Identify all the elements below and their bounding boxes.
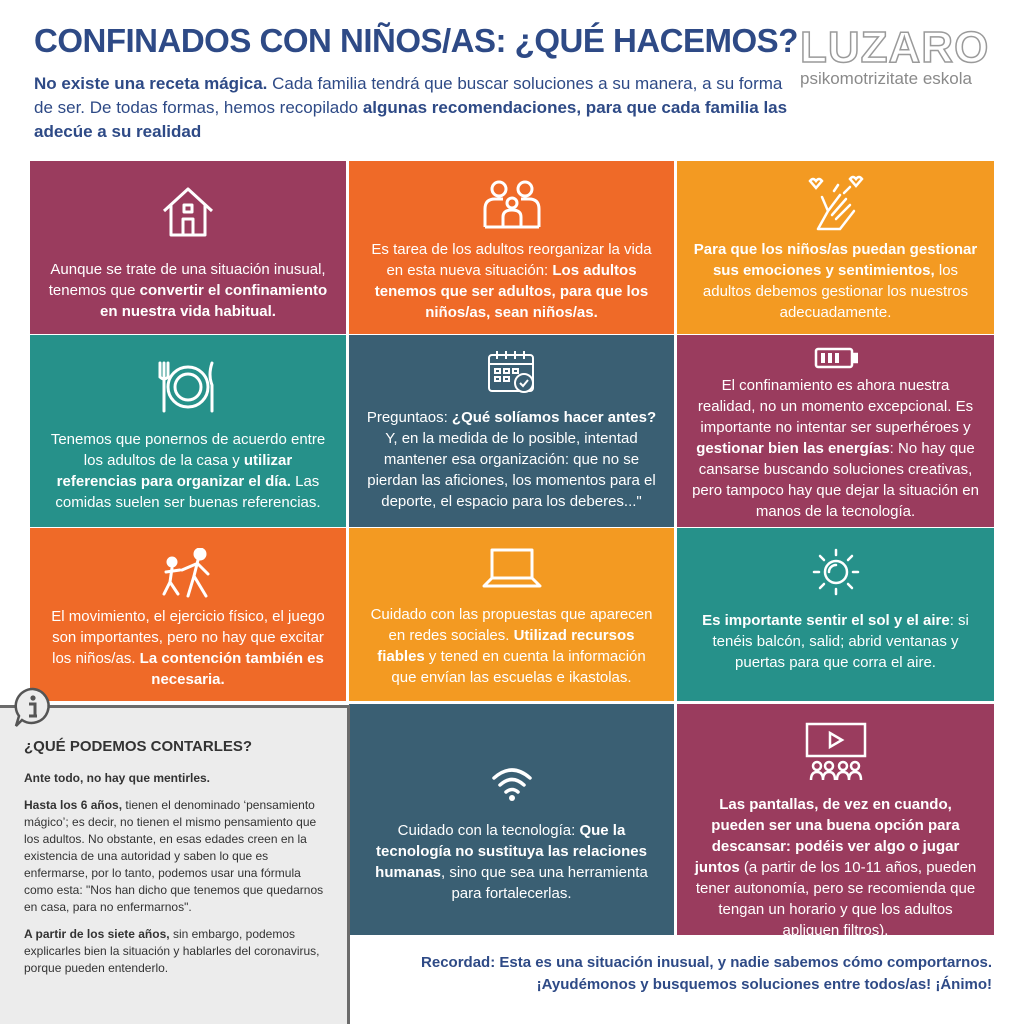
info-text (24, 770, 324, 987)
card-text-2: : No hay que cansarse buscando soluciones creativas, pero tampoco hay que dejar la situación en manos de la tecnología. (692, 440, 979, 520)
card-daily-references (30, 335, 346, 527)
card-text: : si tenéis balcón, salid; abrid ventanas y puertas para que corra el aire. (712, 612, 969, 671)
intro-bold-2: algunas recomendaciones, para que cada familia las adecúe a su realidad (34, 98, 788, 141)
battery-icon (814, 347, 858, 369)
card-emotions (677, 161, 994, 334)
wifi-icon (490, 766, 534, 802)
card-social-networks (349, 528, 674, 701)
logo-name: LUZARO (800, 23, 990, 72)
card-text-bold: Utilizad recursos fiables (377, 627, 635, 665)
sun-icon (812, 548, 860, 596)
card-habitual-life (30, 161, 346, 334)
intro-text-1: Cada familia tendrá que buscar soluciones a su manera, a su forma de ser. De todas formas, hemos recopilado (34, 74, 783, 117)
info-p2: tienen el denominado ‘pensamiento mágico’; es decir, no tienen el mismo pensamiento que los adultos. No obstante, en esas edades creen en la existencia de una autoridad y saben lo que es enfermarse, por lo tanto, podemos usar una fórmula como esta: "Nos han dicho que tenemos que quedarnos en casa, para no enfermarnos". (24, 798, 324, 914)
card-text-bold: gestionar bien las energías (696, 440, 890, 457)
card-text: Es tarea de los adultos reorganizar la vida en esta nueva situación: (371, 241, 652, 279)
card-screens (677, 704, 994, 939)
card-text-bold: ¿Qué solíamos hacer antes? (451, 409, 657, 426)
logo-subtitle: psikomotrizitate eskola (800, 69, 972, 88)
card-text-bold: Las pantallas, de vez en cuando, pueden ser una buena opción para descansar: podéis ver algo o jugar juntos (694, 796, 960, 876)
card-text-bold: utilizar referencias para organizar el día. (56, 452, 293, 490)
card-text-2: Y, en la medida de lo posible, intentad mantener esa organización: que no se pierdan las aficiones, los momentos para el deporte, el espacio para los deberes..." (367, 430, 656, 510)
card-text-bold: La contención también es necesaria. (139, 650, 324, 688)
card-sun-air (677, 528, 994, 701)
family-icon (481, 179, 543, 231)
calendar-icon (486, 349, 538, 395)
card-text-bold: Que la tecnología no sustituya las relaciones humanas (375, 822, 647, 881)
card-text-bold: Para que los niños/as puedan gestionar sus emociones y sentimientos, (693, 241, 978, 279)
playing-people-icon (158, 548, 218, 600)
intro-bold-1: No existe una receta mágica. (34, 74, 268, 93)
card-text-2: y tened en cuenta la información que envían las escuelas e ikastolas. (391, 648, 646, 686)
card-adults-role (349, 161, 674, 334)
house-icon (160, 183, 216, 239)
card-text-bold: Los adultos tenemos que ser adultos, para que los niños/as, sean niños/as. (374, 262, 649, 321)
card-organization (349, 335, 674, 527)
card-text: El movimiento, el ejercicio físico, el juego son importantes, pero no hay que excitar los niños/as. (51, 608, 325, 667)
card-text-bold: Es importante sentir el sol y el aire (702, 612, 950, 629)
laptop-icon (482, 546, 542, 590)
footer-message (360, 952, 992, 996)
card-text: Aunque se trate de una situación inusual, tenemos que (48, 261, 326, 299)
card-text: Tenemos que ponernos de acuerdo entre los adultos de la casa y (50, 431, 326, 469)
info-icon (12, 686, 54, 728)
card-text-2: , sino que sea una herramienta para fortalecerlas. (441, 864, 648, 902)
card-movement (30, 528, 346, 701)
page-title: CONFINADOS CON NIÑOS/AS: ¿QUÉ HACEMOS? (34, 22, 798, 59)
info-p3: sin embargo, podemos explicarles bien la situación y hablarles del coronavirus, porque pueden entenderlo. (24, 927, 320, 975)
card-text: (a partir de los 10-11 años, pueden tener autonomía, pero se recomienda que tengan un horario y que los adultos apliquen filtros). (695, 859, 977, 939)
card-energy (677, 335, 994, 527)
footer-line-1: Recordad: Esta es una situación inusual, y nadie sabemos cómo comportarnos. (421, 954, 992, 971)
card-text-bold: convertir el confinamiento en nuestra vida habitual. (100, 282, 328, 320)
intro-text (34, 72, 794, 144)
footer-line-2: ¡Ayudémonos y busquemos soluciones entre todos/as! ¡Ánimo! (536, 976, 992, 993)
card-text: Cuidado con la tecnología: (397, 822, 580, 839)
info-p3-bold: A partir de los siete años, (24, 927, 170, 941)
card-text-2: Las comidas suelen ser buenas referencias. (55, 473, 321, 511)
plate-cutlery-icon (156, 359, 220, 415)
screen-audience-icon (805, 722, 867, 784)
card-text: Cuidado con las propuestas que aparecen en redes sociales. (370, 606, 653, 644)
info-title: ¿QUÉ PODEMOS CONTARLES? (24, 738, 253, 755)
clapping-hands-icon (804, 171, 868, 235)
info-p2-bold: Hasta los 6 años, (24, 798, 123, 812)
card-text: El confinamiento es ahora nuestra realidad, no un momento excepcional. Es importante no intentar ser superhéroes y (697, 377, 974, 436)
card-text: Preguntaos: (366, 409, 452, 426)
luzaro-logo (800, 23, 1000, 88)
card-technology (349, 704, 674, 935)
info-p1: Ante todo, no hay que mentirles. (24, 771, 211, 785)
card-text: los adultos debemos gestionar los nuestros adecuadamente. (702, 262, 969, 321)
info-box (0, 705, 350, 1024)
